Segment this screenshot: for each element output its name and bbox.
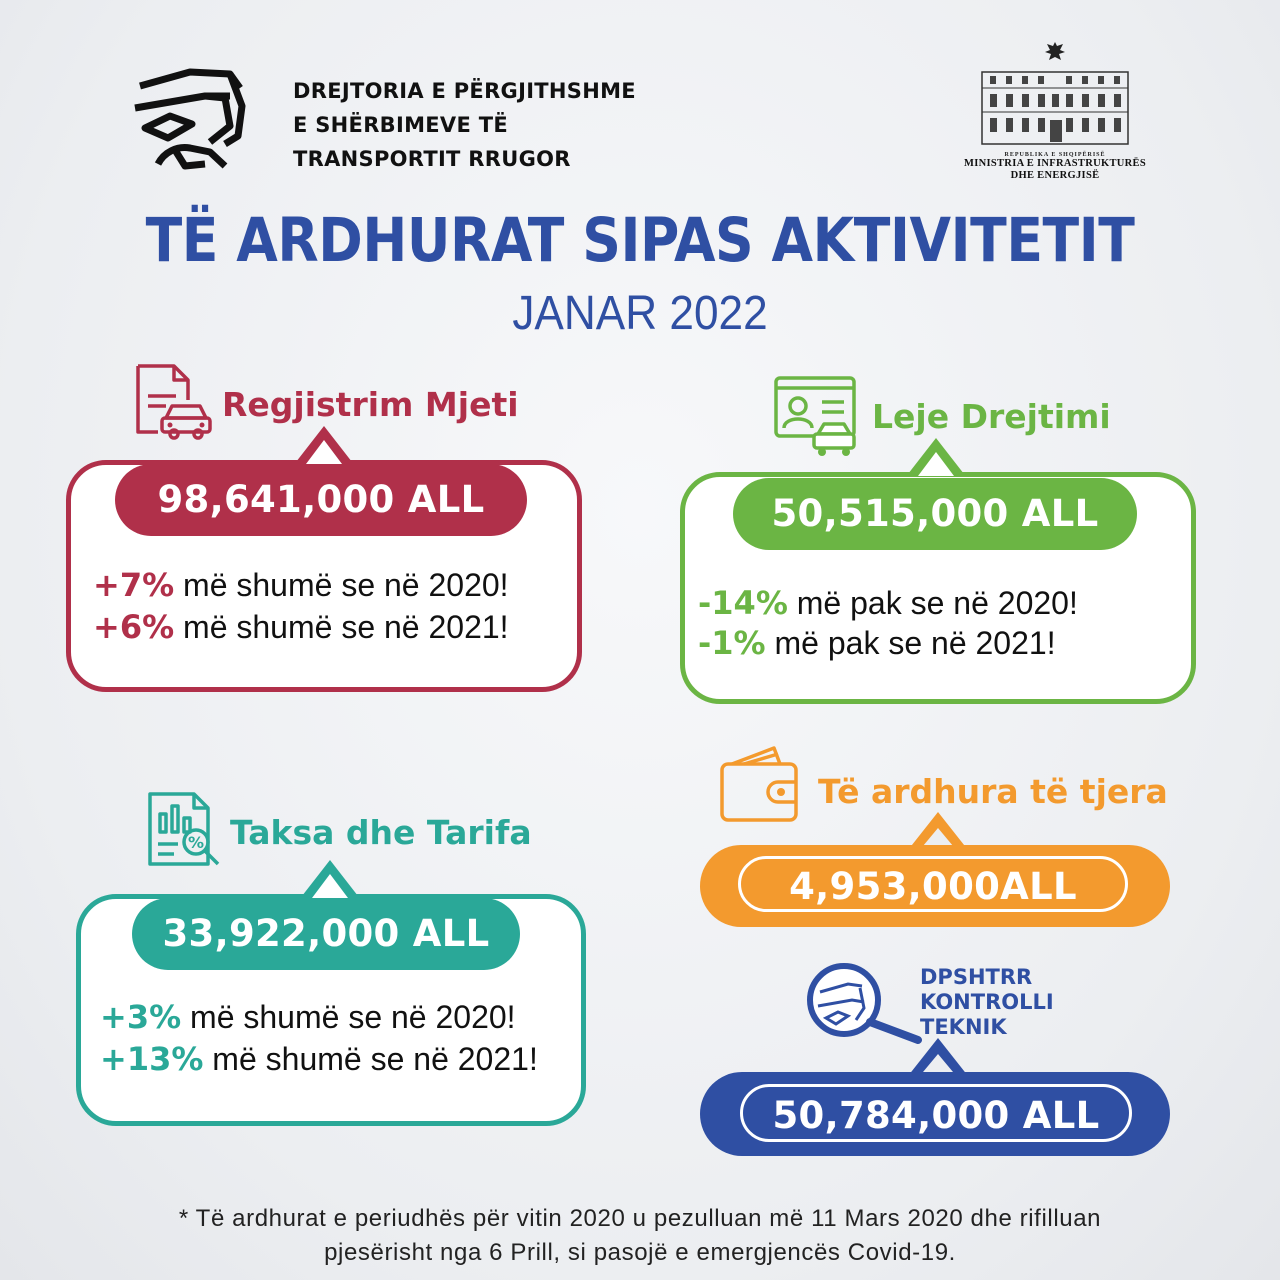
inspection-line-3: TEKNIK: [920, 1015, 1007, 1039]
fees-stat-1-value: +3%: [100, 998, 182, 1036]
org-line-3: TRANSPORTIT RRUGOR: [293, 147, 571, 171]
fees-title: Taksa dhe Tarifa: [230, 813, 532, 852]
id-card-car-icon: [772, 374, 858, 458]
inspection-line-2: KONTROLLI: [920, 990, 1054, 1014]
tax-document-icon: [144, 790, 224, 870]
org-name: [293, 74, 653, 176]
fees-amount: 33,922,000 ALL: [132, 898, 520, 970]
ministry-building-icon: [980, 68, 1130, 148]
fees-stat-2-value: +13%: [100, 1040, 204, 1078]
license-stat-2: [698, 624, 1056, 662]
registration-title: Regjistrim Mjeti: [222, 385, 519, 424]
ministry-name-2: DHE ENERGJISË: [1010, 170, 1100, 181]
page-title: TË ARDHURAT SIPAS AKTIVITETIT: [145, 205, 1135, 276]
eagle-emblem-icon: [1043, 40, 1067, 64]
registration-stat-2-text: më shumë se në 2021!: [174, 609, 509, 645]
magnifier-logo-icon: [802, 962, 926, 1046]
footnote-line-2: pjesërisht nga 6 Prill, si pasojë e emergjencës Covid-19.: [324, 1239, 956, 1266]
license-title: Leje Drejtimi: [872, 397, 1111, 436]
page-subtitle: JANAR 2022: [512, 287, 768, 340]
fees-stat-2: [100, 1040, 538, 1078]
license-stat-2-text: më pak se në 2021!: [765, 625, 1056, 661]
registration-pointer-inner: [306, 440, 342, 464]
ministry-name-1: MINISTRIA E INFRASTRUKTURËS: [964, 158, 1146, 169]
registration-stat-2-value: +6%: [93, 608, 175, 646]
org-line-2: E SHËRBIMEVE TË: [293, 113, 509, 137]
license-amount: 50,515,000 ALL: [733, 478, 1137, 550]
fees-pointer-inner: [312, 874, 348, 898]
org-line-1: DREJTORIA E PËRGJITHSHME: [293, 79, 636, 103]
registration-amount: 98,641,000 ALL: [115, 464, 527, 536]
license-stat-1-text: më pak se në 2020!: [787, 585, 1078, 621]
fees-stat-1: [100, 998, 516, 1036]
registration-stat-1: [93, 566, 509, 604]
fees-stat-1-text: më shumë se në 2020!: [181, 999, 516, 1035]
wallet-icon: [718, 742, 802, 824]
registration-stat-1-value: +7%: [93, 566, 175, 604]
other-title: Të ardhura të tjera: [818, 772, 1168, 811]
license-stat-1: [698, 584, 1078, 622]
license-stat-2-value: -1%: [698, 624, 766, 662]
other-amount: 4,953,000ALL: [738, 856, 1128, 912]
license-stat-1-value: -14%: [698, 584, 788, 622]
ministry-logo: [950, 40, 1160, 190]
inspection-label: [920, 965, 1054, 1040]
footnote-line-1: * Të ardhurat e periudhës për vitin 2020 u pezulluan më 11 Mars 2020 dhe rifilluan: [178, 1205, 1102, 1232]
footnote: [0, 1202, 1280, 1270]
registration-stat-2: [93, 608, 509, 646]
dpshtrr-logo-icon: [130, 66, 260, 176]
inspection-amount: 50,784,000 ALL: [740, 1084, 1132, 1142]
fees-stat-2-text: më shumë se në 2021!: [203, 1041, 538, 1077]
inspection-line-1: DPSHTRR: [920, 965, 1033, 989]
ministry-republic: REPUBLIKA E SHQIPËRISË: [1004, 152, 1106, 158]
registration-stat-1-text: më shumë se në 2020!: [174, 567, 509, 603]
license-pointer-inner: [918, 452, 954, 476]
document-car-icon: [132, 362, 214, 442]
svg-text:%: %: [187, 833, 205, 852]
